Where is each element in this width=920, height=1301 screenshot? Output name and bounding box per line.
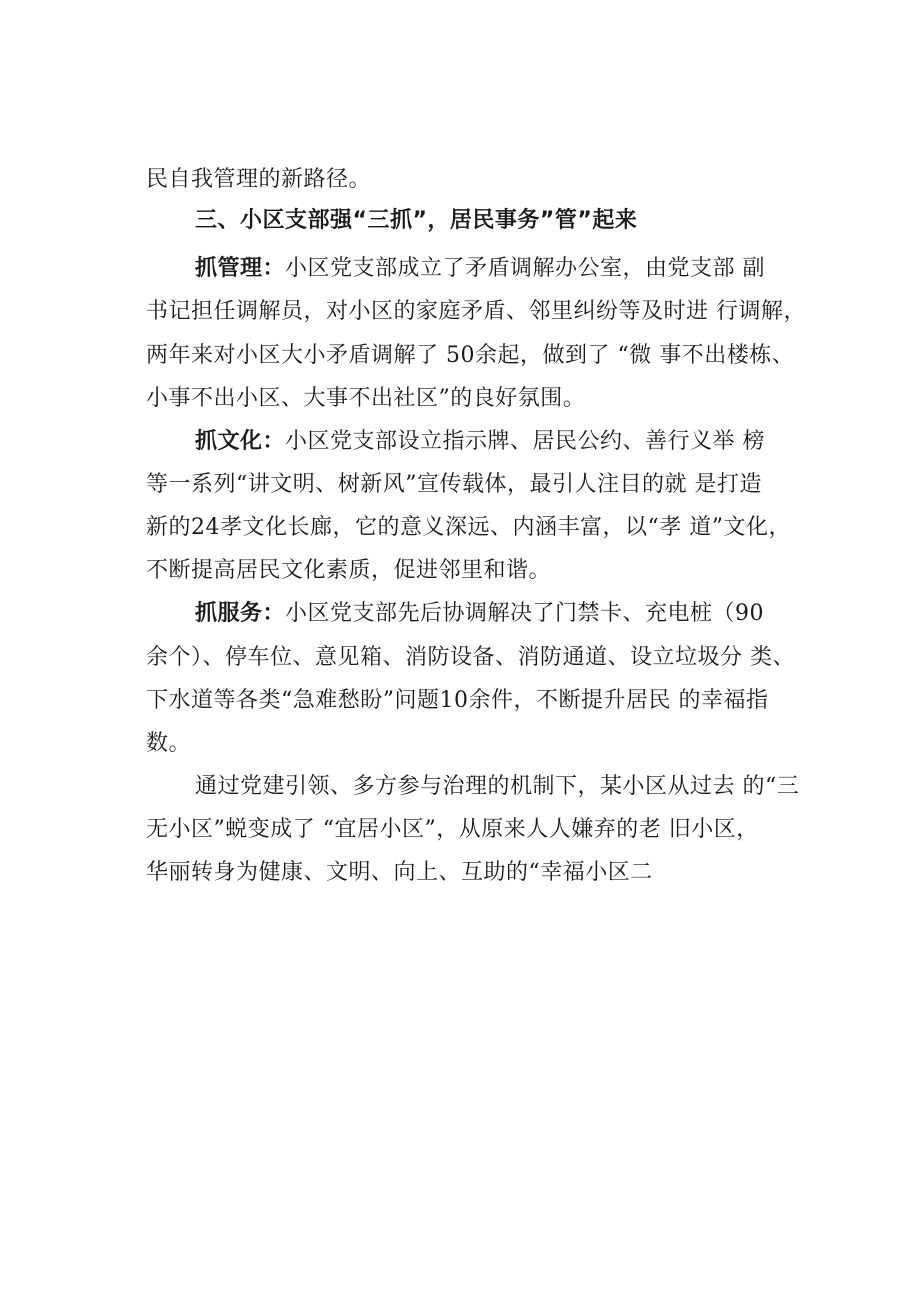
text-line: 书记担任调解员，对小区的家庭矛盾、邻里纠纷等及时进 行调解，: [146, 299, 806, 324]
paragraph-culture-line: [195, 427, 855, 457]
paragraph-text: 小区党支部先后协调解决了门禁卡、充电桩（90: [285, 601, 765, 626]
paragraph-service-line: [195, 599, 855, 629]
text-line: 新的24孝文化长廊，它的意义深远、内涵丰富，以“孝 道”文化，: [146, 515, 791, 540]
text-line: 数。: [146, 731, 192, 756]
text-line: 小事不出小区、大事不出社区”的良好氛围。: [146, 386, 586, 411]
paragraph-text: 小区党支部设立指示牌、居民公约、善行义举 榜: [285, 429, 766, 454]
paragraph-management-line: [195, 254, 855, 284]
paragraph-lead-culture: 抓文化：: [195, 429, 286, 454]
text-line: 华丽转身为健康、文明、向上、互助的“幸福小区二: [146, 860, 653, 885]
text-line: 下水道等各类“急难愁盼”问题10余件，不断提升居民 的幸福指: [146, 688, 769, 713]
text-line: 通过党建引领、多方参与治理的机制下，某小区从过去 的“三: [195, 774, 800, 799]
paragraph-lead-service: 抓服务：: [195, 601, 286, 626]
paragraph-lead-management: 抓管理：: [195, 256, 286, 281]
text-line: 余个）、停车位、意见箱、消防设备、消防通道、设立垃圾分 类、: [146, 645, 795, 670]
paragraph-text: 小区党支部成立了矛盾调解办公室，由党支部 副: [285, 256, 766, 281]
text-line: 等一系列“讲文明、树新风”宣传载体，最引人注目的就 是打造: [146, 472, 762, 497]
text-line: 不断提高居民文化素质，促进邻里和谐。: [146, 558, 552, 583]
text-line: 两年来对小区大小矛盾调解了 50余起，做到了 “微 事不出楼栋、: [146, 343, 795, 368]
section-heading: 三、小区支部强“三抓”，居民事务”管”起来: [195, 208, 638, 233]
text-line: 民自我管理的新路径。: [146, 167, 372, 192]
text-line: 无小区”蜕变成了 “宜居小区”，从原来人人嫌弃的老 旧小区，: [146, 817, 759, 842]
